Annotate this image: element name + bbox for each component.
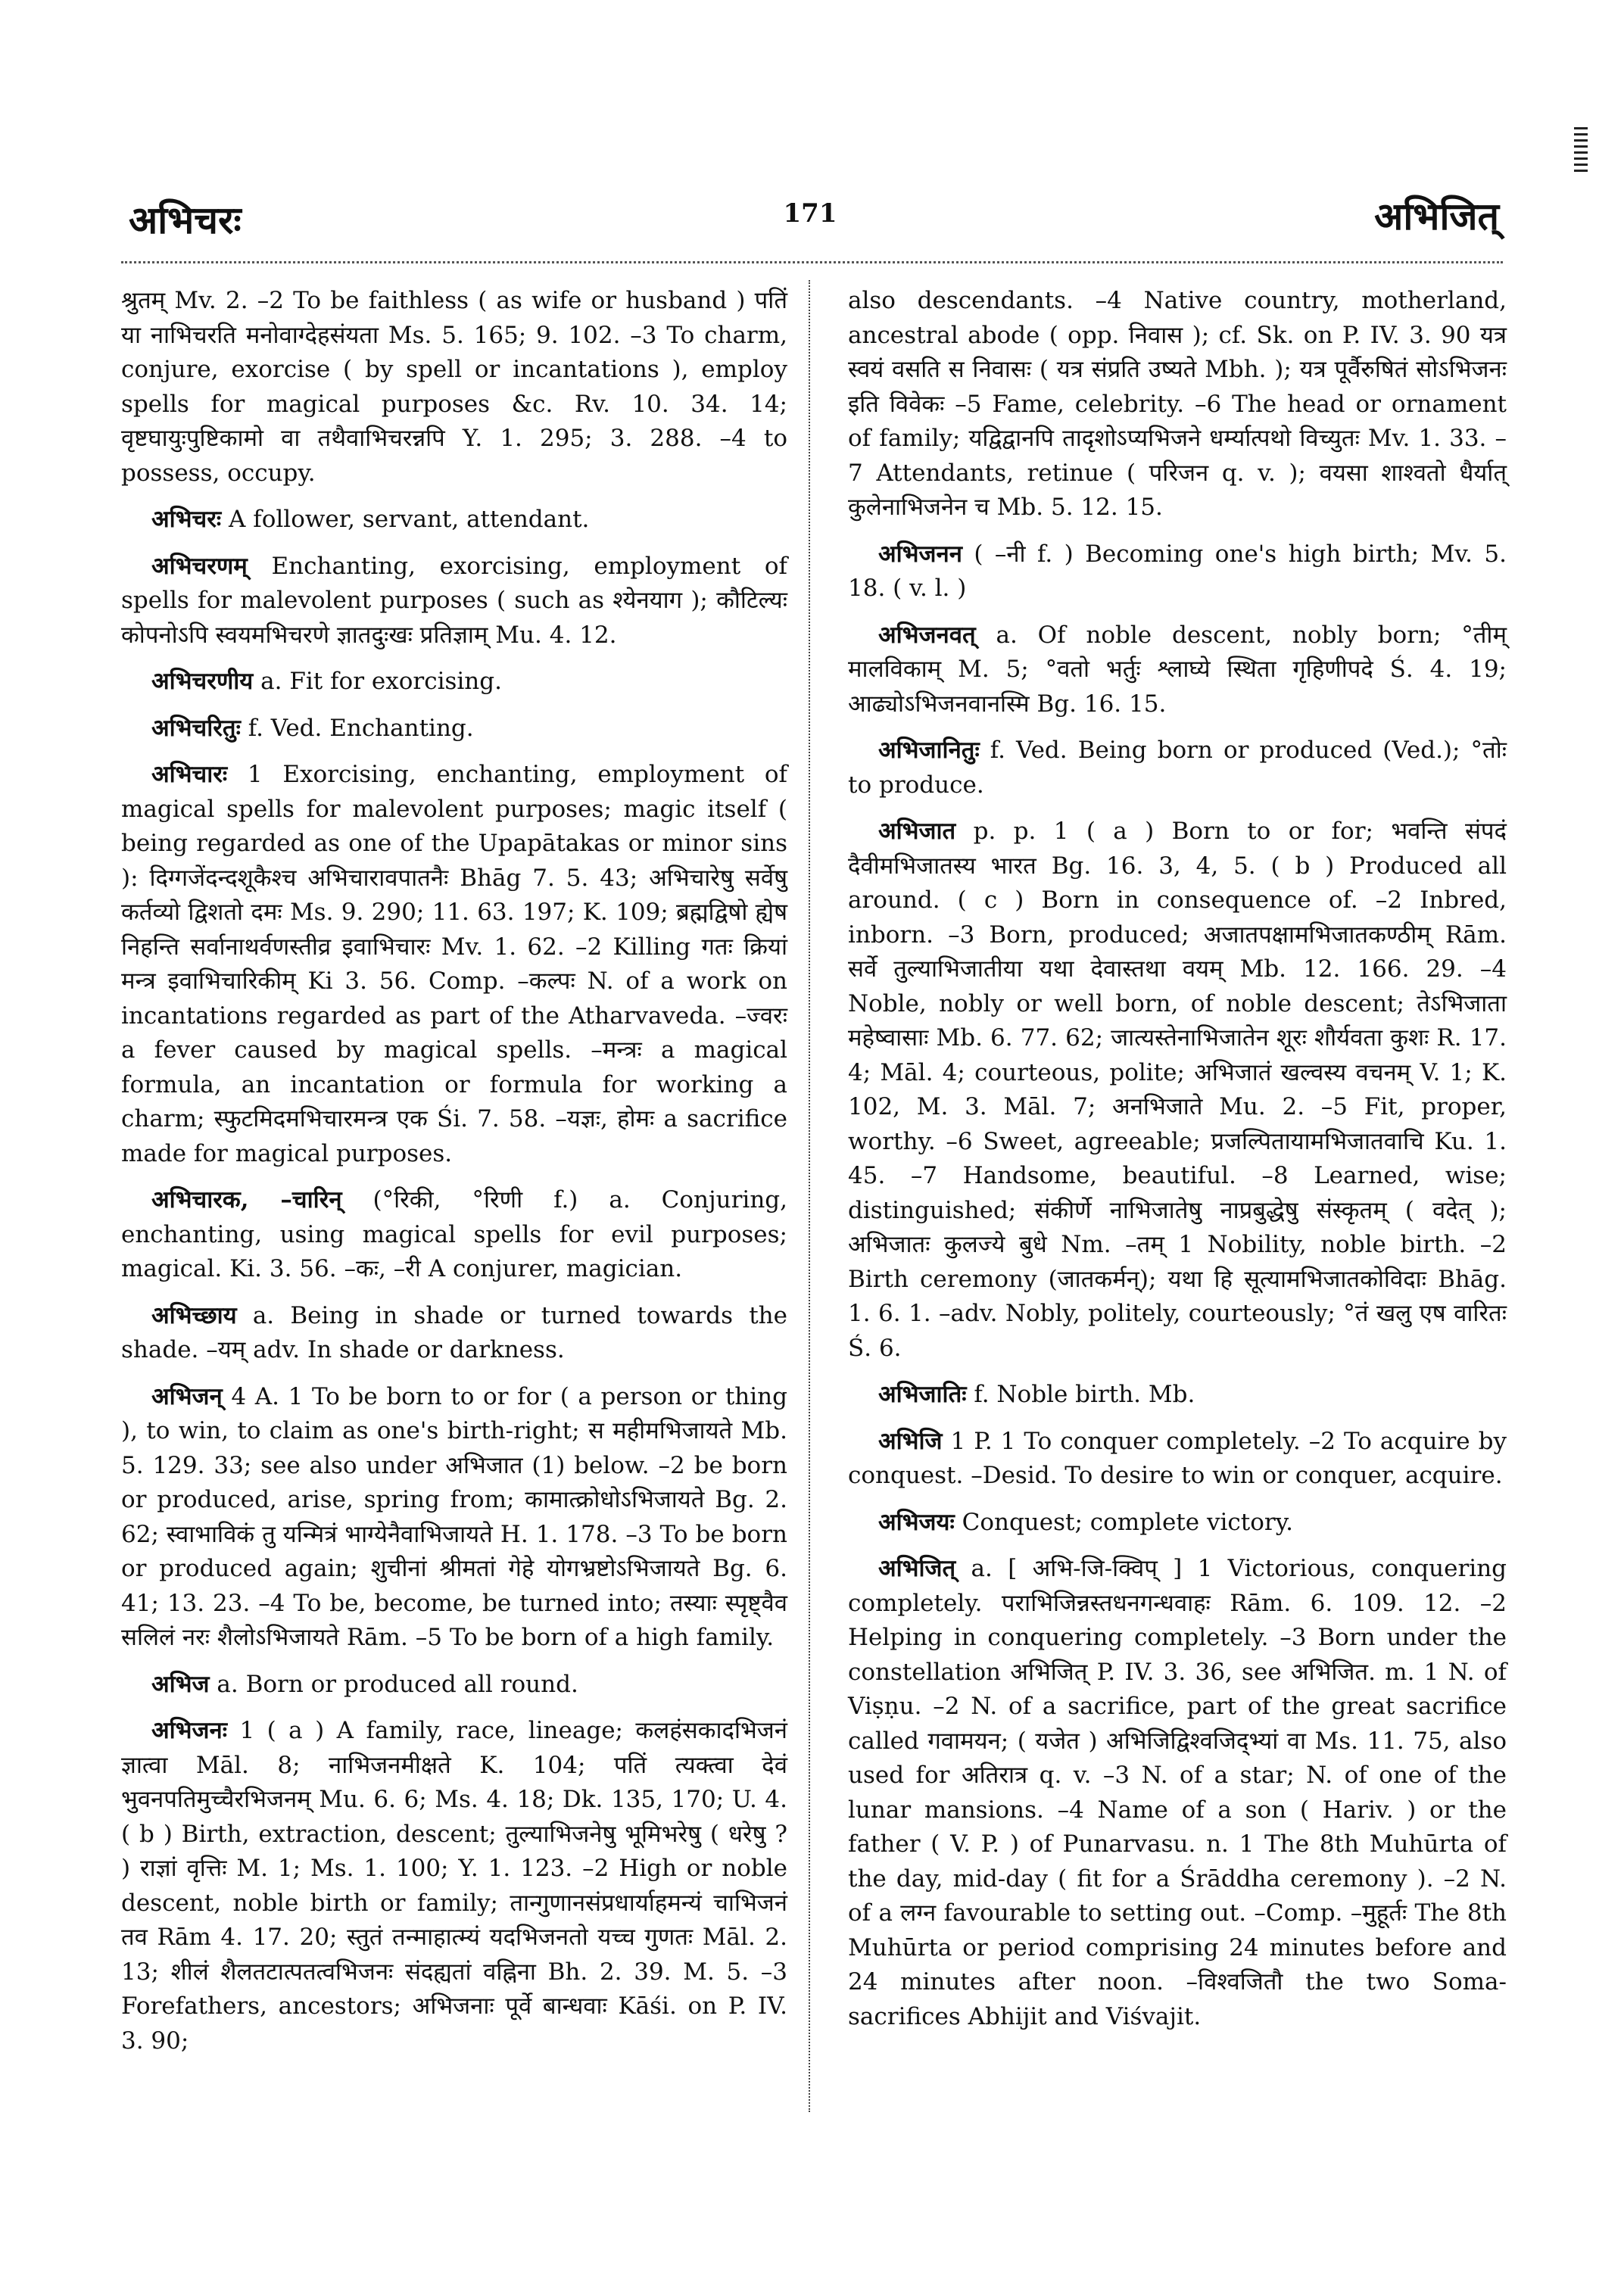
dictionary-entry bbox=[848, 618, 1507, 722]
entry-definition: ( –नी f. ) Becoming one's high birth; Mv. 5. 18. ( v. l. ) bbox=[848, 540, 1507, 602]
dictionary-entry bbox=[121, 550, 787, 653]
header-divider bbox=[121, 261, 1503, 263]
entry-definition: Enchanting, exorcising, employment of spells for malevolent purposes ( such as श्येनयाग ); कौटिल्यः कोपनोऽपि स्वयमभिचरणे ज्ञातदुःखः प्रतिज्ञाम् Mu. 4. 12. bbox=[121, 552, 787, 649]
dictionary-entry bbox=[121, 503, 787, 537]
entry-headword: अभिजानितुः bbox=[878, 737, 980, 764]
entry-definition: 1 P. 1 To conquer completely. –2 To acquire by conquest. –Desid. To desire to win or conquer, acquire. bbox=[848, 1427, 1507, 1489]
dictionary-entry bbox=[848, 537, 1507, 606]
dictionary-entry bbox=[121, 284, 787, 491]
entry-headword: अभिचरणीय bbox=[151, 668, 254, 695]
entry-headword: अभिजनन bbox=[878, 540, 962, 568]
entry-definition: f. Ved. Enchanting. bbox=[248, 714, 474, 742]
dictionary-entry bbox=[848, 1506, 1507, 1541]
entry-definition: a. Being in shade or turned towards the shade. –यम् adv. In shade or darkness. bbox=[121, 1301, 787, 1363]
right-column bbox=[848, 284, 1507, 2046]
entry-headword: अभिजात bbox=[878, 818, 956, 845]
page-header bbox=[0, 0, 1624, 273]
left-column bbox=[121, 284, 787, 2070]
dictionary-entry bbox=[848, 284, 1507, 525]
entry-definition: Conquest; complete victory. bbox=[962, 1508, 1293, 1536]
entry-headword: अभिचारक, –चारिन् bbox=[151, 1186, 342, 1213]
left-running-headword: अभिचरः bbox=[129, 198, 242, 242]
entry-definition: f. Noble birth. Mb. bbox=[974, 1381, 1195, 1408]
entry-definition: A follower, servant, attendant. bbox=[229, 506, 590, 533]
column-divider bbox=[809, 280, 810, 2112]
entry-headword: अभिज bbox=[151, 1670, 210, 1698]
entry-definition: 4 A. 1 To be born to or for ( a person or thing ), to win, to claim as one's birth-right; स महीमभिजायते Mb. 5. 129. 33; see also under अभिजात (1) below. –2 be born or produced, arise, spring from; कामात्क्रोधोऽभिजायते Bg. 2. 62; स्वाभाविकं तु यन्मित्रं भाग्येनैवाभिजायते H. 1. 178. –3 To be born or produced again; शुचीनां श्रीमतां गेहे योगभ्रष्टोऽभिजायते Bg. 6. 41; 13. 23. –4 To be, become, be turned into; तस्याः स्पृष्ट्वैव सलिलं नरः शैलोऽभिजायते Rām. –5 To be born of a high family. bbox=[121, 1382, 787, 1651]
dictionary-entry bbox=[848, 815, 1507, 1366]
entry-headword: अभिजनवत् bbox=[878, 621, 976, 649]
entry-headword: अभिजित् bbox=[878, 1555, 956, 1582]
entry-headword: अभिजयः bbox=[878, 1508, 955, 1536]
dictionary-entry bbox=[121, 712, 787, 746]
entry-headword: अभिजनः bbox=[151, 1717, 227, 1744]
entry-definition: 1 Exorcising, enchanting, employment of magical spells for malevolent purposes; magic itself ( being regarded as one of the Upapātakas or minor sins ): दिग्गजेंदन्दशूकैश्च अभिचारावपातनैः Bhāg 7. 5. 43; अभिचारेषु सर्वेषु कर्तव्यो द्विशतो दमः Ms. 9. 290; 11. 63. 197; K. 109; ब्रह्मद्विषो ह्येष निहन्ति सर्वानाथर्वणस्तीव्र इवाभिचारः Mv. 1. 62. –2 Killing गतः क्रियां मन्त्र इवाभिचारिकीम् Ki 3. 56. Comp. –कल्पः N. of a work on incantations regarded as part of the Atharvaveda. –ज्वरः a fever caused by magical spells. –मन्त्रः a magical formula, an incantation or formula for working a charm; स्फुटमिदमभिचारमन्त्र एक Śi. 7. 58. –यज्ञः, होमः a sacrifice made for magical purposes. bbox=[121, 761, 787, 1167]
edge-scan-mark bbox=[1574, 127, 1588, 173]
entry-definition: p. p. 1 ( a ) Born to or for; भवन्ति संपदं दैवीमभिजातस्य भारत Bg. 16. 3, 4, 5. ( b ) Produced all around. ( c ) Born in consequence of. –2 Inbred, inborn. –3 Born, produced; अजातपक्षामभिजातकण्ठीम् Rām. सर्वे तुल्याभिजातीया यथा देवास्तथा वयम् Mb. 12. 166. 29. –4 Noble, nobly or well born, of noble descent; तेऽभिजाता महेष्वासाः Mb. 6. 77. 62; जात्यस्तेनाभिजातेन शूरः शौर्यवता कुशः R. 17. 4; Māl. 4; courteous, polite; अभिजातं खल्वस्य वचनम् V. 1; K. 102, M. 3. Māl. 7; अनभिजाते Mu. 2. –5 Fit, proper, worthy. –6 Sweet, agreeable; प्रजल्पितायामभिजातवाचि Ku. 1. 45. –7 Handsome, beautiful. –8 Learned, wise; distinguished; संकीर्णे नाभिजातेषु नाप्रबुद्धेषु संस्कृतम् ( वदेत् ); अभिजातः कुलज्ये बुधे Nm. –तम् 1 Nobility, noble birth. –2 Birth ceremony (जातकर्मन्); यथा हि सूत्यामभिजातकोविदाः Bhāg. 1. 6. 1. –adv. Nobly, politely, courteously; °तं खलु एष वारितः Ś. 6. bbox=[848, 818, 1507, 1362]
dictionary-entry bbox=[121, 1299, 787, 1368]
dictionary-entry bbox=[848, 734, 1507, 802]
dictionary-entry bbox=[121, 1668, 787, 1703]
entry-definition: a. Of noble descent, nobly born; °तीम् मालविकाम् M. 5; °वतो भर्तुः श्लाघ्ये स्थिता गृहिणीपदे Ś. 4. 19; आढ्योऽभिजनवानस्मि Bg. 16. 15. bbox=[848, 621, 1507, 718]
dictionary-entry bbox=[121, 1714, 787, 2058]
entry-definition: a. Born or produced all round. bbox=[217, 1670, 578, 1698]
entry-headword: अभिचरः bbox=[151, 506, 222, 533]
entry-headword: अभिजातिः bbox=[878, 1381, 967, 1408]
entry-headword: अभिचरणम् bbox=[151, 552, 248, 580]
entry-definition: also descendants. –4 Native country, motherland, ancestral abode ( opp. निवास ); cf. Sk. on P. IV. 3. 90 यत्र स्वयं वसति स निवासः ( यत्र संप्रति उष्यते Mbh. ); यत्र पूर्वैरुषितं सोऽभिजनः इति विवेकः –5 Fame, celebrity. –6 The head or ornament of family; यद्विद्वानपि तादृशोऽप्यभिजने धर्म्यात्पथो विच्युतः Mv. 1. 33. –7 Attendants, retinue ( परिजन q. v. ); वयसा शाश्वतो धैर्यात् कुलेनाभिजनेन च Mb. 5. 12. 15. bbox=[848, 287, 1507, 521]
entry-definition: 1 ( a ) A family, race, lineage; कलहंसकादभिजनं ज्ञात्वा Māl. 8; नाभिजनमीक्षते K. 104; पतिं त्यक्त्वा देवं भुवनपतिमुच्चैरभिजनम् Mu. 6. 6; Ms. 4. 18; Dk. 135, 170; U. 4. ( b ) Birth, extraction, descent; तुल्याभिजनेषु भूमिभरेषु ( धरेषु ? ) राज्ञां वृत्तिः M. 1; Ms. 1. 100; Y. 1. 123. –2 High or noble descent, noble birth or family; तान्गुणानसंप्रधार्याहमन्यं चाभिजनं तव Rām 4. 17. 20; स्तुतं तन्माहात्म्यं यदभिजनतो यच्च गुणतः Māl. 2. 13; शीलं शैलतटात्पतत्वभिजनः संदह्यतां वह्निना Bh. 2. 39. M. 5. –3 Forefathers, ancestors; अभिजनाः पूर्वे बान्धवाः Kāśi. on P. IV. 3. 90; bbox=[121, 1717, 788, 2055]
entry-definition: a. Fit for exorcising. bbox=[260, 668, 502, 695]
dictionary-entry bbox=[848, 1552, 1507, 2034]
dictionary-entry bbox=[121, 1380, 787, 1656]
dictionary-entry bbox=[121, 758, 787, 1171]
page-number: 171 bbox=[783, 198, 837, 229]
entry-headword: अभिचारः bbox=[151, 761, 228, 788]
entry-headword: अभिच्छाय bbox=[151, 1301, 237, 1329]
right-running-headword: अभिजित् bbox=[1374, 194, 1499, 238]
entry-headword: अभिजन् bbox=[151, 1382, 223, 1410]
entry-headword: अभिजि bbox=[878, 1427, 943, 1455]
dictionary-entry bbox=[848, 1378, 1507, 1413]
entry-definition: a. [ अभि-जि-क्विप् ] 1 Victorious, conquering completely. पराभिजिन्नस्तधनगन्धवाहः Rām. 6. 109. 12. –2 Helping in conquering completely. –3 Born under the constellation अभिजित् P. IV. 3. 36, see अभिजित. m. 1 N. of Viṣṇu. –2 N. of a sacrifice, part of the great sacrifice called गवामयन; ( यजेत ) अभिजिद्विश्वजिद्भ्यां वा Ms. 11. 75, also used for अतिरात्र q. v. –3 N. of a star; N. of one of the lunar mansions. –4 Name of a son ( Hariv. ) or the father ( V. P. ) of Punarvasu. n. 1 The 8th Muhūrta of the day, mid-day ( fit for a Śrāddha ceremony ). –2 N. of a लग्न favourable to setting out. –Comp. –मुहूर्तः The 8th Muhūrta or period comprising 24 minutes before and 24 minutes after noon. –विश्वजितौ the two Soma-sacrifices Abhijit and Viśvajit. bbox=[848, 1555, 1507, 2030]
dictionary-entry bbox=[121, 665, 787, 699]
dictionary-entry bbox=[848, 1425, 1507, 1494]
dictionary-entry bbox=[121, 1183, 787, 1287]
entry-headword: अभिचरितुः bbox=[151, 714, 241, 742]
entry-definition: (°रिकी, °रिणी f.) a. Conjuring, enchanting, using magical spells for evil purposes; magical. Ki. 3. 56. –कः, –री A conjurer, magician. bbox=[121, 1186, 787, 1282]
entry-definition: f. Ved. Being born or produced (Ved.); °तोः to produce. bbox=[848, 737, 1507, 799]
entry-definition: श्रुतम् Mv. 2. –2 To be faithless ( as wife or husband ) पतिं या नाभिचरति मनोवाग्देहसंयता Ms. 5. 165; 9. 102. –3 To charm, conjure, exorcise ( by spell or incantations ), employ spells for magical purposes &c. Rv. 10. 34. 14; वृष्टघायुःपुष्टिकामो वा तथैवाभिचरन्नपि Y. 1. 295; 3. 288. –4 to possess, occupy. bbox=[121, 287, 787, 487]
